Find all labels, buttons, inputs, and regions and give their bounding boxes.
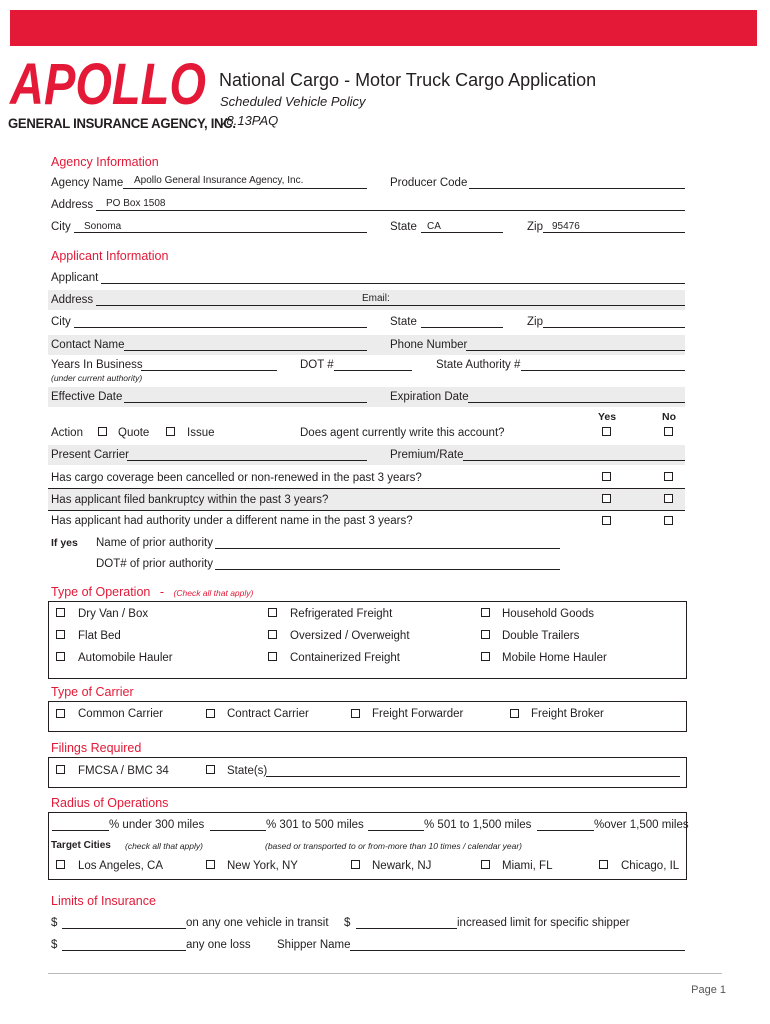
- fmcsa-label: FMCSA / BMC 34: [78, 765, 169, 777]
- carrier-heading: Type of Carrier: [51, 685, 134, 699]
- prior-dot-label: DOT# of prior authority: [96, 558, 213, 570]
- increased-limit-field[interactable]: [356, 928, 457, 929]
- agent-question: Does agent currently write this account?: [300, 427, 505, 439]
- applicant-state-field[interactable]: [421, 327, 503, 328]
- new-york-label: New York, NY: [227, 860, 298, 872]
- expiration-label: Expiration Date: [390, 391, 469, 403]
- agency-name-field[interactable]: [123, 188, 367, 189]
- years-label: Years In Business: [51, 359, 143, 371]
- operation-heading: [51, 585, 253, 599]
- oversized-checkbox[interactable]: [268, 630, 277, 639]
- state-authority-label: State Authority #: [436, 359, 521, 371]
- household-label: Household Goods: [502, 608, 595, 620]
- cancelled-question: Has cargo coverage been cancelled or non-renewed in the past 3 years?: [51, 472, 422, 484]
- radius-over-1500-field[interactable]: [537, 830, 594, 831]
- agency-heading: Agency Information: [51, 155, 159, 169]
- contact-row-shade: [48, 335, 685, 355]
- authority-yes-checkbox[interactable]: [602, 516, 611, 525]
- radius-over-1500-label: %over 1,500 miles: [594, 819, 689, 831]
- agent-no-checkbox[interactable]: [664, 427, 673, 436]
- radius-301-500-label: % 301 to 500 miles: [266, 819, 364, 831]
- radius-501-1500-label: % 501 to 1,500 miles: [424, 819, 532, 831]
- containerized-label: Containerized Freight: [290, 652, 400, 664]
- household-checkbox[interactable]: [481, 608, 490, 617]
- premium-label: Premium/Rate: [390, 449, 464, 461]
- newark-label: Newark, NJ: [372, 860, 432, 872]
- applicant-address-field[interactable]: [96, 305, 685, 306]
- los-angeles-checkbox[interactable]: [56, 860, 65, 869]
- agency-name-label: Agency Name: [51, 177, 124, 189]
- phone-field[interactable]: [466, 350, 685, 351]
- filings-heading: Filings Required: [51, 741, 142, 755]
- chicago-checkbox[interactable]: [599, 860, 608, 869]
- los-angeles-label: Los Angeles, CA: [78, 860, 164, 872]
- applicant-city-field[interactable]: [74, 327, 367, 328]
- applicant-label: Applicant: [51, 272, 99, 284]
- dollar-sign: $: [51, 917, 58, 929]
- prior-dot-field[interactable]: [215, 569, 560, 570]
- authority-no-checkbox[interactable]: [664, 516, 673, 525]
- producer-code-label: Producer Code: [390, 177, 468, 189]
- freight-forwarder-checkbox[interactable]: [351, 709, 360, 718]
- page-title: National Cargo - Motor Truck Cargo Application: [219, 70, 597, 90]
- carrier-row-shade: [48, 445, 685, 465]
- freight-broker-checkbox[interactable]: [510, 709, 519, 718]
- issue-checkbox[interactable]: [166, 427, 175, 436]
- cancelled-yes-checkbox[interactable]: [602, 472, 611, 481]
- premium-field[interactable]: [463, 460, 685, 461]
- applicant-city-label: City: [51, 316, 71, 328]
- no-header: No: [662, 411, 676, 423]
- action-label: Action: [51, 427, 83, 439]
- page-subtitle: Scheduled Vehicle Policy: [220, 94, 366, 109]
- agent-yes-checkbox[interactable]: [602, 427, 611, 436]
- agency-city-field[interactable]: [74, 232, 367, 233]
- radius-under-300-field[interactable]: [52, 830, 109, 831]
- cancelled-no-checkbox[interactable]: [664, 472, 673, 481]
- operation-note: (Check all that apply): [173, 588, 254, 598]
- miami-checkbox[interactable]: [481, 860, 490, 869]
- oversized-label: Oversized / Overweight: [290, 630, 410, 642]
- double-trailers-checkbox[interactable]: [481, 630, 490, 639]
- logo-text: APOLLO: [8, 52, 207, 117]
- freight-broker-label: Freight Broker: [531, 708, 604, 720]
- dollar-sign: $: [344, 917, 351, 929]
- chicago-label: Chicago, IL: [621, 860, 680, 872]
- agency-city-label: City: [51, 221, 71, 233]
- applicant-address-label: Address: [51, 294, 94, 306]
- agency-zip-field[interactable]: [543, 232, 685, 233]
- present-carrier-field[interactable]: [127, 460, 367, 461]
- if-yes-label: If yes: [51, 537, 78, 549]
- years-note: (under current authority): [51, 373, 143, 383]
- agency-state-value: CA: [427, 221, 441, 232]
- effective-label: Effective Date: [51, 391, 123, 403]
- common-carrier-label: Common Carrier: [78, 708, 163, 720]
- containerized-checkbox[interactable]: [268, 652, 277, 661]
- operation-heading-dash: -: [159, 585, 165, 599]
- bankruptcy-no-checkbox[interactable]: [664, 494, 673, 503]
- radius-under-300-label: % under 300 miles: [109, 819, 205, 831]
- radius-heading: Radius of Operations: [51, 796, 169, 810]
- present-carrier-label: Present Carrier: [51, 449, 129, 461]
- agency-address-field[interactable]: [96, 210, 685, 211]
- form-version: v8.13PAQ: [220, 113, 279, 128]
- apollo-logo: [8, 52, 208, 117]
- dollar-sign: $: [51, 939, 58, 951]
- refrigerated-checkbox[interactable]: [268, 608, 277, 617]
- auto-hauler-label: Automobile Hauler: [78, 652, 173, 664]
- fmcsa-checkbox[interactable]: [56, 765, 65, 774]
- divider: [48, 510, 685, 511]
- contract-carrier-checkbox[interactable]: [206, 709, 215, 718]
- years-field[interactable]: [141, 370, 277, 371]
- page-number: Page 1: [691, 984, 726, 996]
- states-field[interactable]: [266, 776, 680, 777]
- miami-label: Miami, FL: [502, 860, 553, 872]
- agency-address-label: Address: [51, 199, 94, 211]
- phone-label: Phone Number: [390, 339, 468, 351]
- agency-state-label: State: [390, 221, 417, 233]
- prior-name-field[interactable]: [215, 548, 560, 549]
- quote-checkbox[interactable]: [98, 427, 107, 436]
- states-label: State(s): [227, 765, 268, 777]
- auto-hauler-checkbox[interactable]: [56, 652, 65, 661]
- limits-heading: Limits of Insurance: [51, 894, 156, 908]
- per-vehicle-field[interactable]: [62, 928, 186, 929]
- mobile-home-checkbox[interactable]: [481, 652, 490, 661]
- footer-divider: [48, 973, 722, 974]
- effective-field[interactable]: [124, 402, 367, 403]
- bankruptcy-question: Has applicant filed bankruptcy within the past 3 years?: [51, 494, 329, 506]
- any-loss-field[interactable]: [62, 950, 186, 951]
- authority-question: Has applicant had authority under a different name in the past 3 years?: [51, 515, 413, 527]
- target-cities-note: (check all that apply): [125, 841, 203, 851]
- shipper-name-label: Shipper Name: [277, 939, 351, 951]
- increased-limit-label: increased limit for specific shipper: [457, 917, 630, 929]
- agency-state-field[interactable]: [421, 232, 503, 233]
- agency-name-value: Apollo General Insurance Agency, Inc.: [134, 175, 304, 186]
- operation-heading-text: Type of Operation: [51, 585, 151, 599]
- dot-field[interactable]: [334, 370, 412, 371]
- radius-501-1500-field[interactable]: [368, 830, 424, 831]
- quote-label: Quote: [118, 427, 150, 439]
- applicant-field[interactable]: [101, 283, 685, 284]
- logo-subtext: GENERAL INSURANCE AGENCY, INC.: [8, 116, 236, 131]
- applicant-zip-label: Zip: [527, 316, 543, 328]
- yes-header: Yes: [598, 411, 617, 423]
- refrigerated-label: Refrigerated Freight: [290, 608, 393, 620]
- any-loss-label: any one loss: [186, 939, 251, 951]
- agency-address-value: PO Box 1508: [106, 198, 166, 209]
- based-note: (based or transported to or from-more than 10 times / calendar year): [265, 841, 523, 851]
- shipper-name-field[interactable]: [350, 950, 685, 951]
- applicant-zip-field[interactable]: [543, 327, 685, 328]
- common-carrier-checkbox[interactable]: [56, 709, 65, 718]
- double-trailers-label: Double Trailers: [502, 630, 580, 642]
- issue-label: Issue: [187, 427, 215, 439]
- contact-name-label: Contact Name: [51, 339, 125, 351]
- dot-label: DOT #: [300, 359, 334, 371]
- mobile-home-label: Mobile Home Hauler: [502, 652, 607, 664]
- email-label: Email:: [362, 293, 390, 304]
- agency-zip-label: Zip: [527, 221, 543, 233]
- contact-name-field[interactable]: [124, 350, 367, 351]
- dry-van-label: Dry Van / Box: [78, 608, 149, 620]
- agency-zip-value: 95476: [552, 221, 580, 232]
- new-york-checkbox[interactable]: [206, 860, 215, 869]
- freight-forwarder-label: Freight Forwarder: [372, 708, 464, 720]
- states-checkbox[interactable]: [206, 765, 215, 774]
- target-cities-label: Target Cities: [51, 840, 111, 851]
- dates-row-shade: [48, 387, 685, 407]
- per-vehicle-label: on any one vehicle in transit: [186, 917, 329, 929]
- prior-name-label: Name of prior authority: [96, 537, 213, 549]
- header-bar: [10, 10, 757, 46]
- radius-301-500-field[interactable]: [210, 830, 266, 831]
- producer-code-field[interactable]: [469, 188, 685, 189]
- contract-carrier-label: Contract Carrier: [227, 708, 309, 720]
- agency-city-value: Sonoma: [84, 221, 122, 232]
- applicant-state-label: State: [390, 316, 417, 328]
- newark-checkbox[interactable]: [351, 860, 360, 869]
- expiration-field[interactable]: [468, 402, 685, 403]
- bankruptcy-yes-checkbox[interactable]: [602, 494, 611, 503]
- flat-bed-checkbox[interactable]: [56, 630, 65, 639]
- dry-van-checkbox[interactable]: [56, 608, 65, 617]
- state-authority-field[interactable]: [521, 370, 685, 371]
- flat-bed-label: Flat Bed: [78, 630, 121, 642]
- applicant-heading: Applicant Information: [51, 249, 169, 263]
